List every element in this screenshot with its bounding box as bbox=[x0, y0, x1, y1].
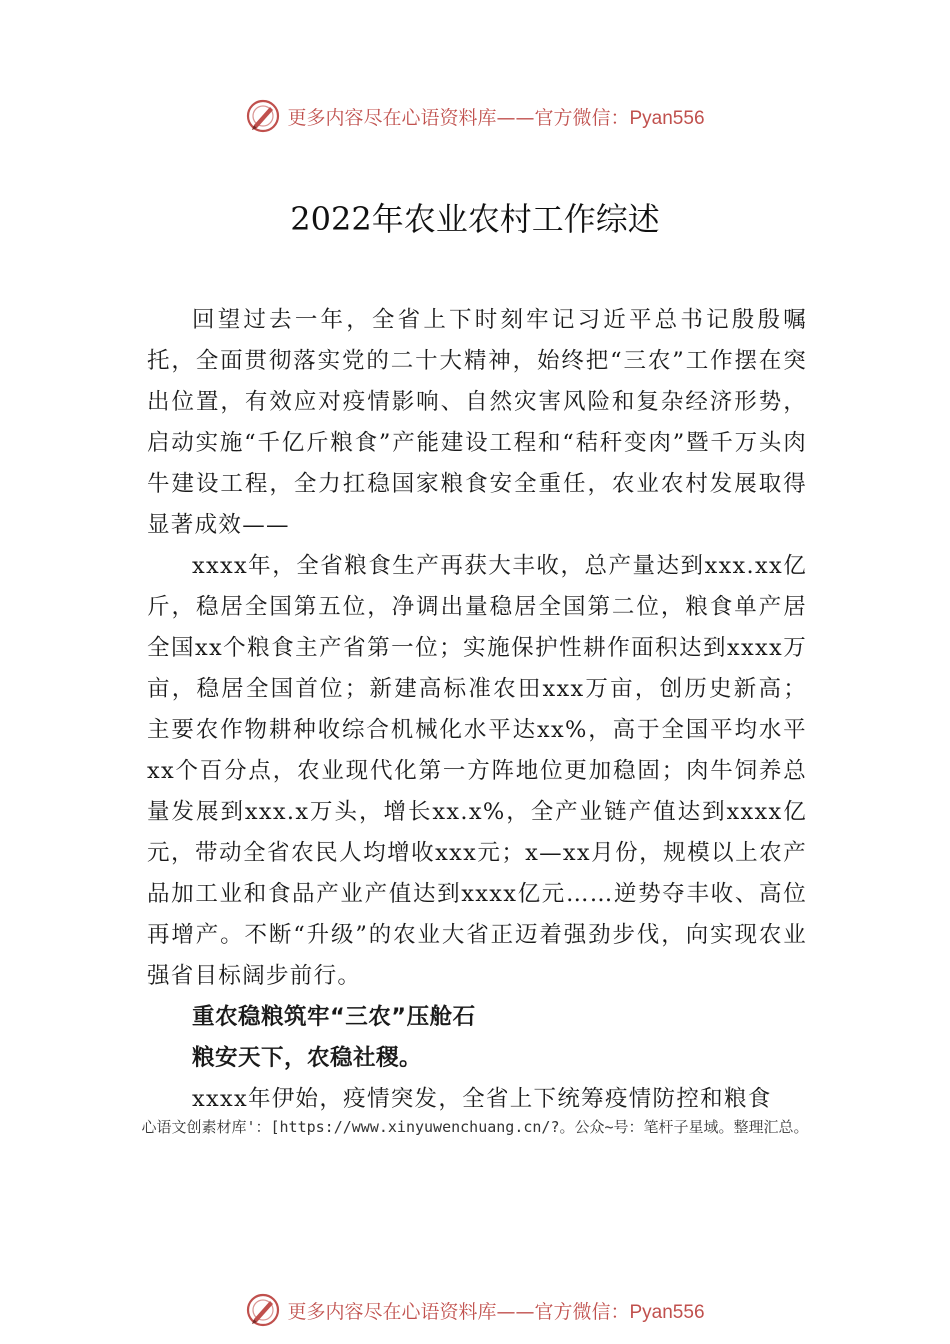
banner-contact-label: 官方微信： bbox=[534, 1300, 630, 1323]
header-banner bbox=[0, 96, 950, 136]
footer-source-note: 心语文创素材库'：[https://www.xinyuwenchuang.cn/?。公众~号：笔杆子星域。整理汇总。 bbox=[141, 1118, 809, 1136]
pen-logo-icon bbox=[245, 98, 281, 134]
banner-dash: —— bbox=[496, 106, 535, 129]
banner-contact-label: 官方微信： bbox=[534, 106, 630, 129]
document-title: 2022年农业农村工作综述 bbox=[290, 200, 660, 238]
document-body bbox=[147, 300, 807, 1120]
banner-brand: 更多内容尽在心语资料库 bbox=[287, 106, 497, 129]
paragraph-3: xxxx年伊始，疫情突发，全省上下统筹疫情防控和粮食 bbox=[192, 1086, 772, 1112]
banner-wechat-id: Pyan556 bbox=[629, 1301, 705, 1323]
pen-logo-icon bbox=[245, 1292, 281, 1328]
banner-dash: —— bbox=[496, 1300, 535, 1323]
paragraph-1: 回望过去一年，全省上下时刻牢记习近平总书记殷殷嘱托，全面贯彻落实党的二十大精神，始终把“三农”工作摆在突出位置，有效应对疫情影响、自然灾害风险和复杂经济形势，启动实施“千亿斤粮食”产能建设工程和“秸秆变肉”暨千万头肉牛建设工程，全力扛稳国家粮食安全重任，农业农村发展取得显著成效—— bbox=[147, 307, 807, 538]
footer-banner bbox=[0, 1290, 950, 1330]
banner-text bbox=[287, 1297, 704, 1324]
banner-brand: 更多内容尽在心语资料库 bbox=[287, 1300, 497, 1323]
section-heading-1: 重农稳粮筑牢“三农”压舱石 bbox=[192, 1004, 476, 1030]
section-heading-2: 粮安天下，农稳社稷。 bbox=[192, 1045, 423, 1071]
banner-wechat-id: Pyan556 bbox=[629, 107, 705, 129]
banner-text bbox=[287, 103, 704, 130]
paragraph-2: xxxx年，全省粮食生产再获大丰收，总产量达到xxx.xx亿斤，稳居全国第五位，净调出量稳居全国第二位，粮食单产居全国xx个粮食主产省第一位；实施保护性耕作面积达到xxxx万亩，稳居全国首位；新建高标准农田xxx万亩，创历史新高；主要农作物耕种收综合机械化水平达xx%，高于全国平均水平xx个百分点，农业现代化第一方阵地位更加稳固；肉牛饲养总量发展到xxx.x万头，增长xx.x%，全产业链产值达到xxxx亿元，带动全省农民人均增收xxx元；x—xx月份，规模以上农产品加工业和食品产业产值达到xxxx亿元……逆势夺丰收、高位再增产。不断“升级”的农业大省正迈着强劲步伐，向实现农业强省目标阔步前行。 bbox=[147, 553, 807, 989]
